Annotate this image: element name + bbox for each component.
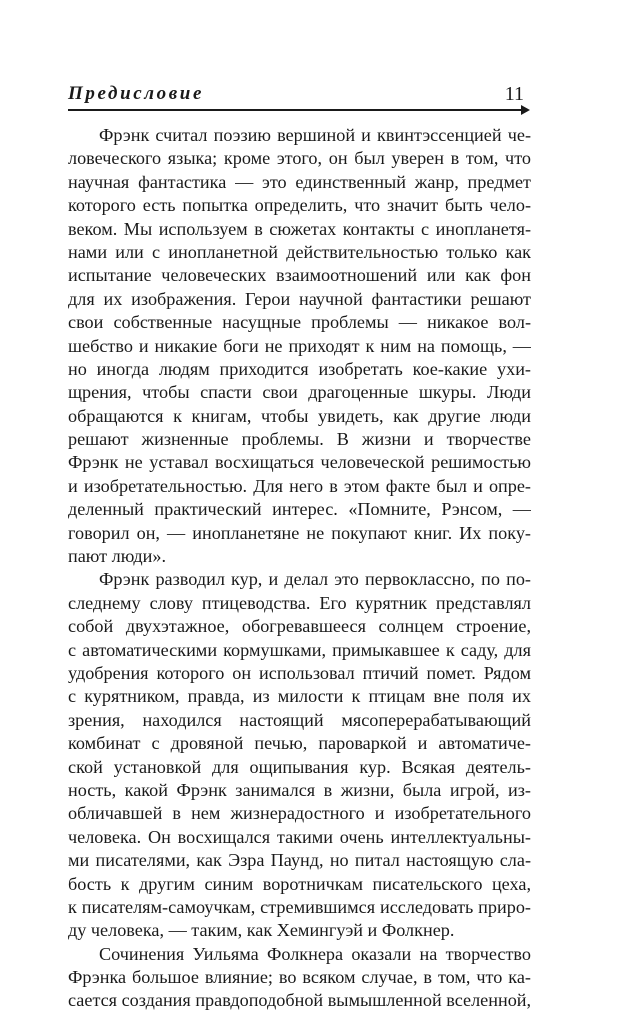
- text-line: испытание человеческих взаимоотношений или как фон: [68, 265, 531, 286]
- text-line: человека. Он восхищался такими очень интеллектуальны-: [68, 826, 531, 847]
- running-header: [68, 82, 530, 112]
- text-line: обращаются к книгам, чтобы увидеть, как другие люди: [68, 405, 531, 426]
- text-line: с автоматическими кормушками, примыкавшее к саду, для: [68, 639, 531, 660]
- text-line: говорил он, — инопланетяне не покупают книг. Их поку-: [68, 522, 531, 543]
- text-body: [68, 124, 531, 1013]
- text-line: Сочинения Уильяма Фолкнера оказали на творчество: [99, 943, 531, 964]
- text-line: нами или с инопланетной действительностью только как: [68, 241, 531, 262]
- text-line: зрения, находился настоящий мясоперерабатывающий: [68, 709, 531, 730]
- text-line: веком. Мы используем в сюжетах контакты с инопланетя-: [68, 218, 531, 239]
- text-line: Фрэнк не уставал восхищаться человеческой решимостью: [68, 452, 531, 473]
- text-line: для их изображения. Герои научной фантастики решают: [68, 288, 531, 309]
- text-line: но иногда людям приходится изобретать кое-какие ухи-: [68, 358, 531, 379]
- text-line: свои собственные насущные проблемы — никакое вол-: [68, 312, 531, 333]
- paragraph: [68, 124, 531, 568]
- text-line: комбинат с дровяной печью, пароваркой и автоматиче-: [68, 733, 531, 754]
- text-line: ловеческого языка; кроме этого, он был уверен в том, что: [68, 148, 531, 169]
- text-line: решают жизненные проблемы. В жизни и творчестве: [68, 429, 531, 450]
- text-line: ду человека, — таким, как Хемингуэй и Фолкнер.: [68, 920, 455, 941]
- paragraph: [68, 943, 531, 1013]
- text-line: и изобретательностью. Для него в этом факте был и опре-: [68, 475, 531, 496]
- paragraph: [68, 568, 531, 942]
- running-title: Предисловие: [68, 83, 205, 104]
- text-line: собой двухэтажное, обогревавшееся солнцем строение,: [68, 616, 531, 637]
- text-line: деленный практический интерес. «Помните, Рэнсом, —: [68, 499, 531, 520]
- text-line: ми писателями, как Эзра Паунд, но питал настоящую сла-: [68, 850, 531, 871]
- page-number: 11: [504, 83, 524, 105]
- text-line: щрения, чтобы спасти свои драгоценные шкуры. Люди: [68, 382, 531, 403]
- text-line: Фрэнка большое влияние; во всяком случае, в том, что ка-: [68, 967, 531, 988]
- text-line: бость к другим синим воротничкам писательского цеха,: [68, 873, 531, 894]
- text-line: Фрэнк разводил кур, и делал это первоклассно, по по-: [99, 569, 531, 590]
- text-line: научная фантастика — это единственный жанр, предмет: [68, 171, 531, 192]
- text-line: следнему слову птицеводства. Его курятник представлял: [68, 592, 531, 613]
- text-line: с курятником, правда, из милости к птицам вне поля их: [68, 686, 531, 707]
- text-line: обличавшей в нем жизнерадостного и изобретательного: [68, 803, 531, 824]
- text-line: которого есть попытка определить, что значит быть чело-: [68, 195, 531, 216]
- text-line: Фрэнк считал поэзию вершиной и квинтэссенцией че-: [99, 125, 531, 145]
- text-line: сается создания правдоподобной вымышленной вселенной,: [68, 990, 531, 1011]
- text-line: ность, какой Фрэнк занимался в жизни, была игрой, из-: [68, 779, 531, 800]
- text-line: к писателям-самоучкам, стремившимся исследовать приро-: [68, 896, 531, 917]
- text-line: пают люди».: [68, 546, 167, 567]
- header-rule: [68, 109, 523, 111]
- text-line: шебство и никакие боги не приходят к ним на помощь, —: [68, 335, 531, 356]
- header-rule-arrow-icon: [521, 105, 530, 115]
- text-line: ской установкой для ощипывания кур. Всякая деятель-: [68, 756, 531, 777]
- text-line: удобрения которого он использовал птичий помет. Рядом: [68, 662, 531, 683]
